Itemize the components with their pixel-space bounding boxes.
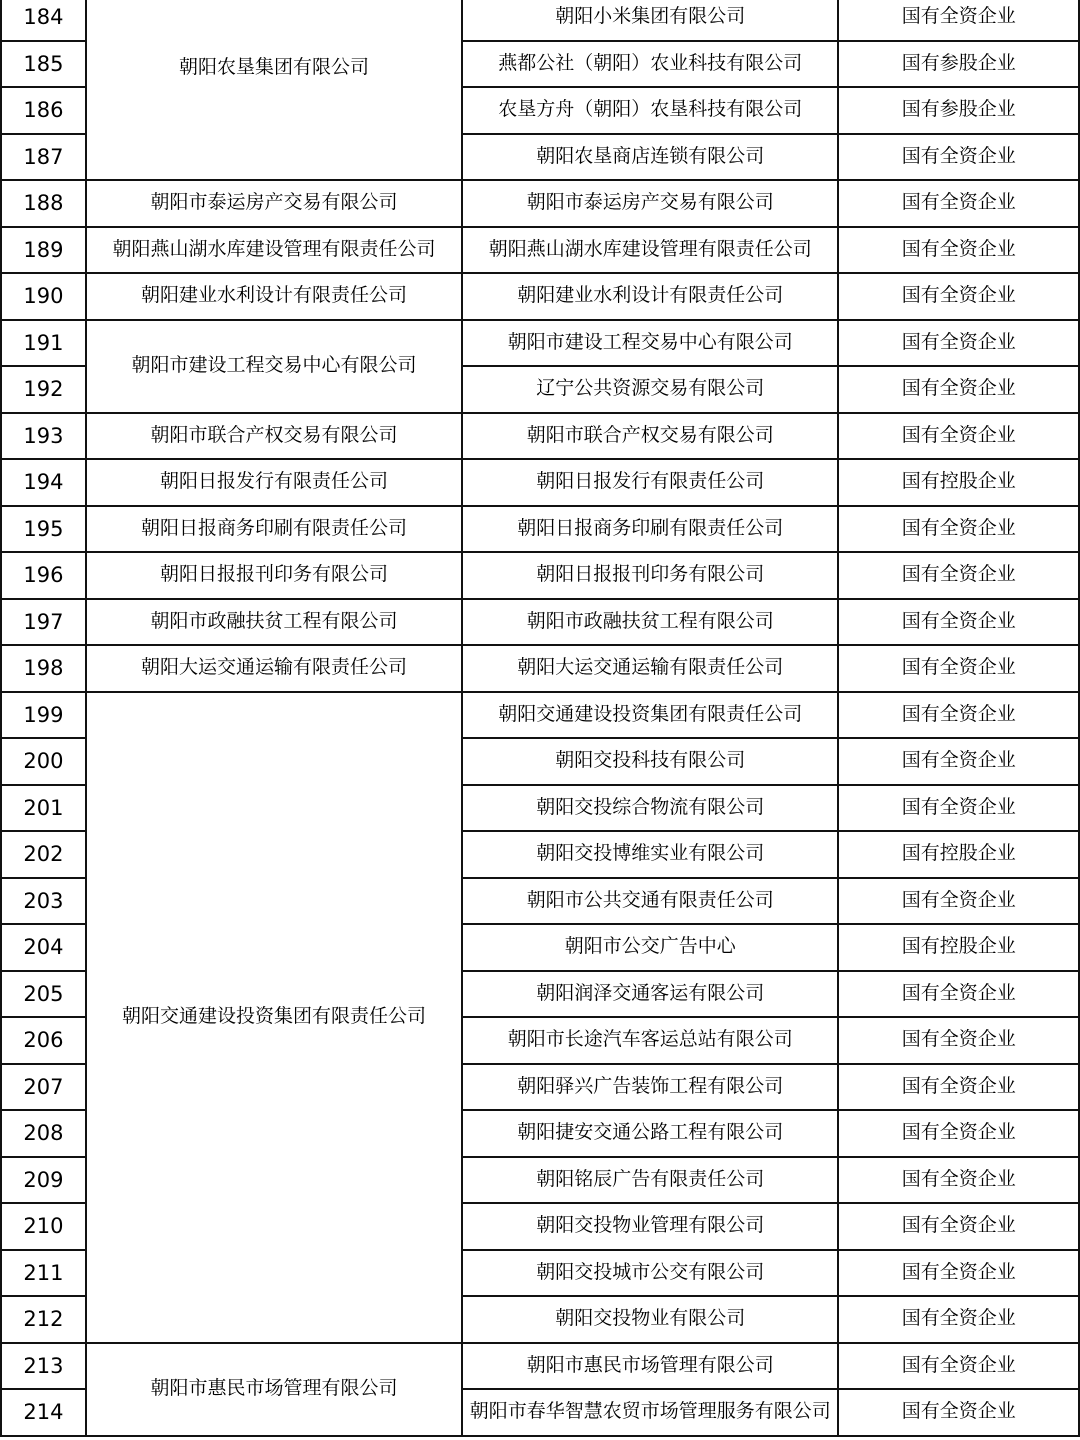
enterprise-name: 朝阳大运交通运输有限责任公司 bbox=[462, 645, 838, 692]
parent-company-cell bbox=[86, 227, 462, 274]
enterprise-type: 国有全资企业 bbox=[838, 1389, 1079, 1436]
enterprise-name: 朝阳市长途汽车客运总站有限公司 bbox=[462, 1017, 838, 1064]
enterprise-type: 国有全资企业 bbox=[838, 134, 1079, 181]
row-number: 213 bbox=[1, 1343, 86, 1390]
row-number: 192 bbox=[1, 366, 86, 413]
row-number: 211 bbox=[1, 1250, 86, 1297]
enterprise-name: 朝阳市联合产权交易有限公司 bbox=[462, 413, 838, 460]
parent-company-cell bbox=[86, 692, 462, 1343]
enterprise-type: 国有全资企业 bbox=[838, 552, 1079, 599]
enterprise-name: 朝阳交投物业有限公司 bbox=[462, 1296, 838, 1343]
row-number: 212 bbox=[1, 1296, 86, 1343]
row-number: 203 bbox=[1, 878, 86, 925]
table-row bbox=[1, 506, 1079, 553]
row-number: 189 bbox=[1, 227, 86, 274]
row-number: 207 bbox=[1, 1064, 86, 1111]
enterprise-type: 国有全资企业 bbox=[838, 878, 1079, 925]
enterprise-type: 国有控股企业 bbox=[838, 924, 1079, 971]
table-row bbox=[1, 692, 1079, 739]
enterprise-name: 朝阳交通建设投资集团有限责任公司 bbox=[462, 692, 838, 739]
enterprise-type: 国有全资企业 bbox=[838, 599, 1079, 646]
enterprise-name: 朝阳交投综合物流有限公司 bbox=[462, 785, 838, 832]
parent-company-name: 朝阳市建设工程交易中心有限公司 bbox=[131, 354, 417, 377]
table-row bbox=[1, 599, 1079, 646]
enterprise-name: 辽宁公共资源交易有限公司 bbox=[462, 366, 838, 413]
table-row bbox=[1, 552, 1079, 599]
parent-company-cell bbox=[86, 180, 462, 227]
table-row bbox=[1, 459, 1079, 506]
enterprise-name: 朝阳建业水利设计有限责任公司 bbox=[462, 273, 838, 320]
enterprise-type: 国有全资企业 bbox=[838, 738, 1079, 785]
parent-company-name: 朝阳日报商务印刷有限责任公司 bbox=[141, 516, 408, 539]
enterprise-type: 国有全资企业 bbox=[838, 1296, 1079, 1343]
row-number: 201 bbox=[1, 785, 86, 832]
parent-company-name: 朝阳日报报刊印务有限公司 bbox=[160, 563, 389, 586]
enterprise-type: 国有全资企业 bbox=[838, 645, 1079, 692]
row-number: 184 bbox=[1, 0, 86, 41]
table-row bbox=[1, 227, 1079, 274]
enterprise-name: 朝阳交投博维实业有限公司 bbox=[462, 831, 838, 878]
enterprise-type: 国有全资企业 bbox=[838, 180, 1079, 227]
parent-company-name: 朝阳市泰运房产交易有限公司 bbox=[150, 191, 398, 214]
parent-company-name: 朝阳农垦集团有限公司 bbox=[179, 56, 370, 78]
parent-company-name: 朝阳交通建设投资集团有限责任公司 bbox=[122, 1005, 427, 1028]
enterprise-name: 朝阳小米集团有限公司 bbox=[462, 0, 838, 41]
enterprise-type: 国有全资企业 bbox=[838, 0, 1079, 41]
row-number: 193 bbox=[1, 413, 86, 460]
enterprise-type: 国有全资企业 bbox=[838, 366, 1079, 413]
parent-company-cell bbox=[86, 552, 462, 599]
enterprise-type: 国有全资企业 bbox=[838, 227, 1079, 274]
table-row bbox=[1, 645, 1079, 692]
enterprise-type: 国有全资企业 bbox=[838, 320, 1079, 367]
parent-company-cell bbox=[86, 459, 462, 506]
row-number: 200 bbox=[1, 738, 86, 785]
enterprise-name: 朝阳日报商务印刷有限责任公司 bbox=[462, 506, 838, 553]
enterprise-name: 朝阳交投物业管理有限公司 bbox=[462, 1203, 838, 1250]
row-number: 205 bbox=[1, 971, 86, 1018]
row-number: 214 bbox=[1, 1389, 86, 1436]
enterprise-type: 国有参股企业 bbox=[838, 87, 1079, 134]
row-number: 206 bbox=[1, 1017, 86, 1064]
row-number: 185 bbox=[1, 41, 86, 88]
row-number: 208 bbox=[1, 1110, 86, 1157]
row-number: 198 bbox=[1, 645, 86, 692]
table-row bbox=[1, 413, 1079, 460]
enterprise-name: 朝阳交投科技有限公司 bbox=[462, 738, 838, 785]
enterprise-name: 朝阳市建设工程交易中心有限公司 bbox=[462, 320, 838, 367]
parent-company-cell bbox=[86, 506, 462, 553]
enterprise-type: 国有全资企业 bbox=[838, 273, 1079, 320]
parent-company-name: 朝阳市联合产权交易有限公司 bbox=[150, 423, 398, 446]
enterprise-name: 朝阳市春华智慧农贸市场管理服务有限公司 bbox=[462, 1389, 838, 1436]
row-number: 186 bbox=[1, 87, 86, 134]
row-number: 191 bbox=[1, 320, 86, 367]
parent-company-cell bbox=[86, 599, 462, 646]
enterprise-type: 国有全资企业 bbox=[838, 1203, 1079, 1250]
enterprise-name: 朝阳驿兴广告装饰工程有限公司 bbox=[462, 1064, 838, 1111]
enterprise-type: 国有控股企业 bbox=[838, 459, 1079, 506]
parent-company-cell bbox=[86, 320, 462, 413]
row-number: 188 bbox=[1, 180, 86, 227]
parent-company-name: 朝阳大运交通运输有限责任公司 bbox=[141, 656, 408, 679]
parent-company-cell bbox=[86, 0, 462, 180]
enterprise-type: 国有全资企业 bbox=[838, 692, 1079, 739]
row-number: 194 bbox=[1, 459, 86, 506]
enterprise-type: 国有全资企业 bbox=[838, 1343, 1079, 1390]
enterprise-name: 朝阳燕山湖水库建设管理有限责任公司 bbox=[462, 227, 838, 274]
row-number: 209 bbox=[1, 1157, 86, 1204]
enterprise-name: 农垦方舟（朝阳）农垦科技有限公司 bbox=[462, 87, 838, 134]
enterprise-type: 国有全资企业 bbox=[838, 413, 1079, 460]
parent-company-cell bbox=[86, 1343, 462, 1436]
parent-company-name: 朝阳建业水利设计有限责任公司 bbox=[141, 284, 408, 307]
enterprise-name: 朝阳交投城市公交有限公司 bbox=[462, 1250, 838, 1297]
row-number: 195 bbox=[1, 506, 86, 553]
row-number: 190 bbox=[1, 273, 86, 320]
table-row bbox=[1, 1343, 1079, 1390]
enterprise-type: 国有全资企业 bbox=[838, 971, 1079, 1018]
enterprise-type: 国有全资企业 bbox=[838, 1157, 1079, 1204]
row-number: 204 bbox=[1, 924, 86, 971]
enterprise-type: 国有全资企业 bbox=[838, 1110, 1079, 1157]
enterprise-name: 朝阳日报发行有限责任公司 bbox=[462, 459, 838, 506]
enterprise-name: 朝阳捷安交通公路工程有限公司 bbox=[462, 1110, 838, 1157]
row-number: 210 bbox=[1, 1203, 86, 1250]
enterprise-type: 国有控股企业 bbox=[838, 831, 1079, 878]
enterprise-name: 朝阳市惠民市场管理有限公司 bbox=[462, 1343, 838, 1390]
parent-company-name: 朝阳日报发行有限责任公司 bbox=[160, 470, 389, 493]
row-number: 199 bbox=[1, 692, 86, 739]
enterprise-name: 朝阳市政融扶贫工程有限公司 bbox=[462, 599, 838, 646]
row-number: 202 bbox=[1, 831, 86, 878]
table-row bbox=[1, 180, 1079, 227]
enterprise-name: 朝阳市公共交通有限责任公司 bbox=[462, 878, 838, 925]
table-row bbox=[1, 320, 1079, 367]
enterprise-type: 国有全资企业 bbox=[838, 1250, 1079, 1297]
row-number: 197 bbox=[1, 599, 86, 646]
enterprise-name: 朝阳农垦商店连锁有限公司 bbox=[462, 134, 838, 181]
table-row bbox=[1, 0, 1079, 41]
enterprise-type: 国有全资企业 bbox=[838, 1017, 1079, 1064]
enterprise-name: 朝阳润泽交通客运有限公司 bbox=[462, 971, 838, 1018]
table-body bbox=[1, 0, 1079, 1436]
parent-company-cell bbox=[86, 645, 462, 692]
table-row bbox=[1, 273, 1079, 320]
parent-company-name: 朝阳燕山湖水库建设管理有限责任公司 bbox=[112, 237, 436, 260]
parent-company-name: 朝阳市政融扶贫工程有限公司 bbox=[150, 609, 398, 632]
enterprise-name: 朝阳日报报刊印务有限公司 bbox=[462, 552, 838, 599]
enterprise-name: 朝阳市公交广告中心 bbox=[462, 924, 838, 971]
parent-company-cell bbox=[86, 413, 462, 460]
enterprise-type: 国有全资企业 bbox=[838, 785, 1079, 832]
parent-company-name: 朝阳市惠民市场管理有限公司 bbox=[150, 1377, 398, 1400]
parent-company-cell bbox=[86, 273, 462, 320]
row-number: 196 bbox=[1, 552, 86, 599]
enterprise-type: 国有参股企业 bbox=[838, 41, 1079, 88]
enterprise-type: 国有全资企业 bbox=[838, 506, 1079, 553]
enterprise-name: 燕都公社（朝阳）农业科技有限公司 bbox=[462, 41, 838, 88]
enterprise-name: 朝阳铭辰广告有限责任公司 bbox=[462, 1157, 838, 1204]
row-number: 187 bbox=[1, 134, 86, 181]
enterprise-name: 朝阳市泰运房产交易有限公司 bbox=[462, 180, 838, 227]
enterprise-type: 国有全资企业 bbox=[838, 1064, 1079, 1111]
